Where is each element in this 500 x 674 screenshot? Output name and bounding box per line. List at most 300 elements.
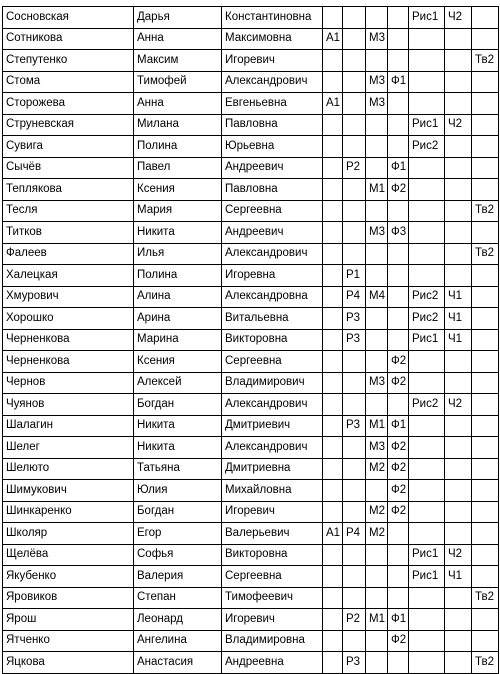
code-f-cell — [388, 286, 409, 308]
patronymic-cell: Владимировна — [222, 630, 323, 652]
code-ris-cell — [409, 523, 445, 545]
code-ch-cell — [445, 222, 472, 244]
code-tv-cell — [472, 265, 499, 287]
code-ch-cell: Ч1 — [445, 286, 472, 308]
first-name-cell: Никита — [134, 222, 222, 244]
table-row — [3, 179, 499, 201]
code-ris-cell — [409, 50, 445, 72]
code-m-cell — [366, 544, 388, 566]
code-ris-cell: Рис1 — [409, 114, 445, 136]
code-ris-cell: Рис1 — [409, 566, 445, 588]
table-row — [3, 114, 499, 136]
first-name-cell: Софья — [134, 544, 222, 566]
table-row — [3, 50, 499, 72]
code-ris-cell: Рис2 — [409, 394, 445, 416]
code-m-cell: М4 — [366, 286, 388, 308]
code-r-cell — [343, 222, 366, 244]
code-a-cell: А1 — [323, 28, 343, 50]
code-ris-cell: Рис2 — [409, 286, 445, 308]
code-a-cell — [323, 437, 343, 459]
code-m-cell — [366, 7, 388, 29]
student-groups-table — [2, 6, 499, 674]
code-tv-cell — [472, 480, 499, 502]
surname-cell: Шинкаренко — [3, 501, 134, 523]
code-tv-cell — [472, 308, 499, 330]
code-f-cell: Ф2 — [388, 372, 409, 394]
surname-cell: Халецкая — [3, 265, 134, 287]
code-f-cell: Ф3 — [388, 222, 409, 244]
surname-cell: Хмурович — [3, 286, 134, 308]
code-m-cell — [366, 50, 388, 72]
patronymic-cell: Витальевна — [222, 308, 323, 330]
first-name-cell: Анна — [134, 93, 222, 115]
first-name-cell: Ангелина — [134, 630, 222, 652]
first-name-cell: Ксения — [134, 179, 222, 201]
code-ch-cell: Ч2 — [445, 114, 472, 136]
patronymic-cell: Александрович — [222, 243, 323, 265]
table-row — [3, 28, 499, 50]
code-ch-cell — [445, 480, 472, 502]
surname-cell: Шимукович — [3, 480, 134, 502]
code-r-cell — [343, 544, 366, 566]
code-a-cell — [323, 587, 343, 609]
code-ris-cell: Рис2 — [409, 136, 445, 158]
code-m-cell: М3 — [366, 28, 388, 50]
first-name-cell: Анна — [134, 28, 222, 50]
code-r-cell — [343, 630, 366, 652]
code-r-cell: Р4 — [343, 523, 366, 545]
code-tv-cell: Тв2 — [472, 50, 499, 72]
surname-cell: Чернов — [3, 372, 134, 394]
code-ris-cell — [409, 351, 445, 373]
code-a-cell — [323, 394, 343, 416]
table-row — [3, 265, 499, 287]
patronymic-cell: Андреевич — [222, 157, 323, 179]
code-a-cell — [323, 329, 343, 351]
code-a-cell — [323, 308, 343, 330]
code-tv-cell: Тв2 — [472, 200, 499, 222]
code-m-cell — [366, 630, 388, 652]
patronymic-cell: Владимирович — [222, 372, 323, 394]
code-tv-cell — [472, 609, 499, 631]
code-m-cell: М3 — [366, 222, 388, 244]
surname-cell: Щелёва — [3, 544, 134, 566]
code-tv-cell: Тв2 — [472, 243, 499, 265]
table-row — [3, 243, 499, 265]
patronymic-cell: Андреевич — [222, 222, 323, 244]
code-m-cell: М1 — [366, 609, 388, 631]
code-a-cell — [323, 7, 343, 29]
code-a-cell — [323, 179, 343, 201]
patronymic-cell: Александрович — [222, 394, 323, 416]
code-ris-cell: Рис2 — [409, 308, 445, 330]
code-ch-cell — [445, 200, 472, 222]
code-ch-cell — [445, 609, 472, 631]
surname-cell: Сычёв — [3, 157, 134, 179]
table-row — [3, 480, 499, 502]
code-m-cell — [366, 587, 388, 609]
first-name-cell: Степан — [134, 587, 222, 609]
table-row — [3, 415, 499, 437]
code-f-cell — [388, 50, 409, 72]
code-tv-cell — [472, 351, 499, 373]
code-m-cell — [366, 308, 388, 330]
patronymic-cell: Павловна — [222, 179, 323, 201]
table-row — [3, 71, 499, 93]
table-body — [3, 7, 499, 674]
first-name-cell: Никита — [134, 415, 222, 437]
code-ch-cell — [445, 265, 472, 287]
surname-cell: Стома — [3, 71, 134, 93]
code-f-cell: Ф2 — [388, 458, 409, 480]
code-r-cell — [343, 179, 366, 201]
code-f-cell: Ф2 — [388, 179, 409, 201]
code-m-cell: М1 — [366, 179, 388, 201]
code-tv-cell — [472, 458, 499, 480]
first-name-cell: Мария — [134, 200, 222, 222]
table-row — [3, 93, 499, 115]
table-row — [3, 136, 499, 158]
first-name-cell: Никита — [134, 437, 222, 459]
code-tv-cell — [472, 222, 499, 244]
code-r-cell: Р2 — [343, 609, 366, 631]
code-r-cell — [343, 243, 366, 265]
code-a-cell: А1 — [323, 93, 343, 115]
patronymic-cell: Александровна — [222, 286, 323, 308]
code-tv-cell: Тв2 — [472, 652, 499, 674]
code-f-cell — [388, 523, 409, 545]
table-row — [3, 394, 499, 416]
patronymic-cell: Сергеевна — [222, 200, 323, 222]
surname-cell: Чуянов — [3, 394, 134, 416]
code-tv-cell — [472, 630, 499, 652]
code-f-cell: Ф1 — [388, 71, 409, 93]
code-m-cell — [366, 652, 388, 674]
code-ris-cell — [409, 480, 445, 502]
surname-cell: Черненкова — [3, 329, 134, 351]
surname-cell: Фалеев — [3, 243, 134, 265]
patronymic-cell: Игоревич — [222, 609, 323, 631]
code-ris-cell — [409, 501, 445, 523]
patronymic-cell: Александрович — [222, 71, 323, 93]
patronymic-cell: Константиновна — [222, 7, 323, 29]
code-ch-cell — [445, 630, 472, 652]
code-r-cell — [343, 587, 366, 609]
code-f-cell — [388, 394, 409, 416]
code-m-cell: М3 — [366, 71, 388, 93]
code-tv-cell — [472, 71, 499, 93]
table-row — [3, 222, 499, 244]
code-tv-cell — [472, 394, 499, 416]
code-f-cell: Ф1 — [388, 157, 409, 179]
code-f-cell — [388, 265, 409, 287]
code-tv-cell — [472, 566, 499, 588]
code-m-cell: М2 — [366, 523, 388, 545]
code-ch-cell: Ч1 — [445, 329, 472, 351]
code-a-cell — [323, 243, 343, 265]
surname-cell: Яцкова — [3, 652, 134, 674]
code-tv-cell — [472, 329, 499, 351]
table-row — [3, 200, 499, 222]
first-name-cell: Илья — [134, 243, 222, 265]
first-name-cell: Богдан — [134, 501, 222, 523]
code-tv-cell — [472, 93, 499, 115]
code-tv-cell — [472, 136, 499, 158]
code-m-cell — [366, 394, 388, 416]
code-r-cell: Р3 — [343, 308, 366, 330]
code-r-cell — [343, 114, 366, 136]
code-ch-cell — [445, 28, 472, 50]
code-ch-cell — [445, 179, 472, 201]
first-name-cell: Леонард — [134, 609, 222, 631]
code-ris-cell — [409, 93, 445, 115]
patronymic-cell: Викторовна — [222, 544, 323, 566]
code-a-cell — [323, 200, 343, 222]
surname-cell: Сосновская — [3, 7, 134, 29]
patronymic-cell: Максимовна — [222, 28, 323, 50]
code-r-cell — [343, 351, 366, 373]
code-ch-cell — [445, 458, 472, 480]
code-r-cell — [343, 7, 366, 29]
first-name-cell: Тимофей — [134, 71, 222, 93]
surname-cell: Ятченко — [3, 630, 134, 652]
code-a-cell — [323, 544, 343, 566]
code-ch-cell — [445, 93, 472, 115]
surname-cell: Струневская — [3, 114, 134, 136]
code-ris-cell — [409, 28, 445, 50]
code-m-cell — [366, 329, 388, 351]
code-tv-cell — [472, 157, 499, 179]
code-tv-cell: Тв2 — [472, 587, 499, 609]
table-row — [3, 523, 499, 545]
code-f-cell — [388, 652, 409, 674]
code-tv-cell — [472, 114, 499, 136]
patronymic-cell: Евгеньевна — [222, 93, 323, 115]
first-name-cell: Юлия — [134, 480, 222, 502]
code-f-cell — [388, 587, 409, 609]
code-ch-cell — [445, 523, 472, 545]
code-ris-cell — [409, 243, 445, 265]
first-name-cell: Арина — [134, 308, 222, 330]
surname-cell: Теплякова — [3, 179, 134, 201]
patronymic-cell: Михайловна — [222, 480, 323, 502]
code-r-cell — [343, 458, 366, 480]
code-r-cell: Р1 — [343, 265, 366, 287]
table-row — [3, 286, 499, 308]
code-f-cell: Ф2 — [388, 630, 409, 652]
code-ch-cell — [445, 372, 472, 394]
code-m-cell — [366, 114, 388, 136]
code-ris-cell — [409, 222, 445, 244]
code-r-cell — [343, 200, 366, 222]
code-tv-cell — [472, 28, 499, 50]
code-ris-cell — [409, 157, 445, 179]
code-f-cell — [388, 114, 409, 136]
code-a-cell — [323, 71, 343, 93]
code-a-cell — [323, 566, 343, 588]
code-r-cell — [343, 372, 366, 394]
table-row — [3, 630, 499, 652]
code-m-cell — [366, 480, 388, 502]
patronymic-cell: Игоревна — [222, 265, 323, 287]
code-m-cell — [366, 157, 388, 179]
patronymic-cell: Игоревич — [222, 50, 323, 72]
code-r-cell — [343, 50, 366, 72]
table-row — [3, 501, 499, 523]
code-tv-cell — [472, 523, 499, 545]
code-a-cell — [323, 609, 343, 631]
code-f-cell — [388, 329, 409, 351]
code-m-cell — [366, 566, 388, 588]
patronymic-cell: Дмитриевич — [222, 415, 323, 437]
patronymic-cell: Юрьевна — [222, 136, 323, 158]
table-row — [3, 372, 499, 394]
code-r-cell — [343, 93, 366, 115]
code-m-cell: М3 — [366, 93, 388, 115]
code-tv-cell — [472, 544, 499, 566]
code-m-cell — [366, 265, 388, 287]
patronymic-cell: Александрович — [222, 437, 323, 459]
code-m-cell — [366, 136, 388, 158]
code-ris-cell — [409, 415, 445, 437]
code-r-cell — [343, 566, 366, 588]
code-ris-cell — [409, 609, 445, 631]
code-f-cell — [388, 308, 409, 330]
code-a-cell — [323, 458, 343, 480]
code-ris-cell — [409, 458, 445, 480]
surname-cell: Хорошко — [3, 308, 134, 330]
first-name-cell: Богдан — [134, 394, 222, 416]
code-f-cell — [388, 28, 409, 50]
table-row — [3, 329, 499, 351]
code-a-cell — [323, 114, 343, 136]
code-r-cell — [343, 437, 366, 459]
code-f-cell: Ф2 — [388, 501, 409, 523]
code-ch-cell: Ч2 — [445, 394, 472, 416]
code-m-cell: М3 — [366, 372, 388, 394]
code-f-cell — [388, 200, 409, 222]
code-a-cell — [323, 265, 343, 287]
surname-cell: Сотникова — [3, 28, 134, 50]
surname-cell: Шелег — [3, 437, 134, 459]
table-row — [3, 437, 499, 459]
code-f-cell — [388, 93, 409, 115]
table-row — [3, 351, 499, 373]
code-ch-cell: Ч2 — [445, 544, 472, 566]
table-row — [3, 458, 499, 480]
patronymic-cell: Сергеевна — [222, 566, 323, 588]
code-ris-cell: Рис1 — [409, 329, 445, 351]
code-f-cell — [388, 544, 409, 566]
surname-cell: Черненкова — [3, 351, 134, 373]
code-r-cell — [343, 136, 366, 158]
code-f-cell: Ф2 — [388, 351, 409, 373]
code-tv-cell — [472, 415, 499, 437]
first-name-cell: Егор — [134, 523, 222, 545]
patronymic-cell: Игоревич — [222, 501, 323, 523]
code-a-cell — [323, 372, 343, 394]
code-ch-cell — [445, 71, 472, 93]
code-ch-cell — [445, 50, 472, 72]
first-name-cell: Валерия — [134, 566, 222, 588]
code-a-cell — [323, 480, 343, 502]
code-a-cell — [323, 652, 343, 674]
code-ch-cell: Ч2 — [445, 7, 472, 29]
first-name-cell: Милана — [134, 114, 222, 136]
patronymic-cell: Тимофеевич — [222, 587, 323, 609]
code-m-cell: М1 — [366, 415, 388, 437]
code-r-cell — [343, 501, 366, 523]
code-ch-cell — [445, 501, 472, 523]
code-f-cell: Ф2 — [388, 437, 409, 459]
code-ch-cell — [445, 587, 472, 609]
first-name-cell: Полина — [134, 265, 222, 287]
code-a-cell — [323, 222, 343, 244]
code-ris-cell — [409, 179, 445, 201]
code-a-cell — [323, 50, 343, 72]
code-r-cell — [343, 28, 366, 50]
code-ris-cell — [409, 200, 445, 222]
code-m-cell: М3 — [366, 437, 388, 459]
code-m-cell: М2 — [366, 458, 388, 480]
code-r-cell — [343, 71, 366, 93]
code-tv-cell — [472, 372, 499, 394]
surname-cell: Титков — [3, 222, 134, 244]
code-m-cell — [366, 243, 388, 265]
code-m-cell — [366, 200, 388, 222]
code-a-cell: А1 — [323, 523, 343, 545]
code-f-cell: Ф1 — [388, 415, 409, 437]
table-row — [3, 308, 499, 330]
code-f-cell — [388, 243, 409, 265]
code-f-cell — [388, 566, 409, 588]
first-name-cell: Максим — [134, 50, 222, 72]
surname-cell: Шалагин — [3, 415, 134, 437]
code-ris-cell — [409, 437, 445, 459]
code-ris-cell — [409, 630, 445, 652]
code-f-cell: Ф1 — [388, 609, 409, 631]
first-name-cell: Алина — [134, 286, 222, 308]
table-row — [3, 566, 499, 588]
first-name-cell: Дарья — [134, 7, 222, 29]
code-ris-cell — [409, 265, 445, 287]
code-ch-cell — [445, 136, 472, 158]
code-tv-cell — [472, 179, 499, 201]
code-tv-cell — [472, 286, 499, 308]
first-name-cell: Алексей — [134, 372, 222, 394]
table-row — [3, 609, 499, 631]
patronymic-cell: Павловна — [222, 114, 323, 136]
code-ris-cell: Рис1 — [409, 7, 445, 29]
first-name-cell: Марина — [134, 329, 222, 351]
surname-cell: Сторожева — [3, 93, 134, 115]
code-ris-cell: Рис1 — [409, 544, 445, 566]
code-a-cell — [323, 501, 343, 523]
code-tv-cell — [472, 501, 499, 523]
code-ris-cell — [409, 652, 445, 674]
patronymic-cell: Андреевна — [222, 652, 323, 674]
patronymic-cell: Сергеевна — [222, 351, 323, 373]
code-f-cell: Ф2 — [388, 480, 409, 502]
code-r-cell — [343, 480, 366, 502]
code-m-cell — [366, 351, 388, 373]
code-ch-cell — [445, 351, 472, 373]
code-ch-cell — [445, 243, 472, 265]
surname-cell: Шелюто — [3, 458, 134, 480]
code-r-cell: Р4 — [343, 286, 366, 308]
first-name-cell: Павел — [134, 157, 222, 179]
surname-cell: Сувига — [3, 136, 134, 158]
